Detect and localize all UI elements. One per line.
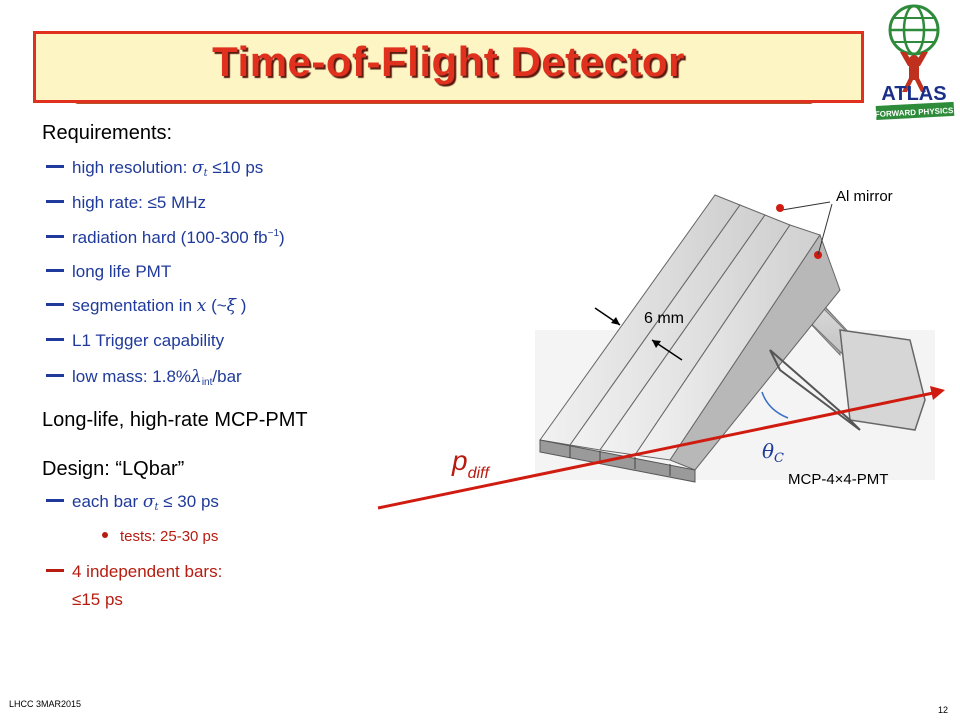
globe-icon (890, 6, 938, 54)
mcp-heading: Long-life, high-rate MCP-PMT (42, 409, 308, 431)
design-independent-bars-value: ≤15 ps (72, 590, 123, 609)
requirement-trigger: L1 Trigger capability (46, 331, 224, 351)
mcp-label: MCP-4×4-PMT (788, 471, 889, 488)
thickness-label: 6 mm (644, 310, 684, 327)
design-independent-bars: 4 independent bars: (46, 562, 222, 582)
page-number: 12 (938, 705, 949, 715)
lqbar-diagram (370, 170, 960, 530)
al-mirror-label: Al mirror (836, 188, 893, 205)
atlas-logo-text: ATLAS (881, 83, 947, 105)
slide-title: Time-of-Flight Detector (212, 38, 685, 85)
requirements-heading: Requirements: (42, 122, 173, 144)
atlas-forward-physics-logo (872, 0, 957, 120)
al-mirror-leader (782, 202, 830, 210)
design-tests-bullet: tests: 25-30 ps (102, 528, 218, 545)
forward-physics-banner: FORWARD PHYSICS (874, 105, 954, 120)
design-heading: Design: “LQbar” (42, 458, 185, 480)
requirement-segmentation: segmentation in x (~ξ ) (46, 296, 246, 316)
mirror-dot (776, 204, 784, 212)
proton-label: $p_{diff}$ (452, 445, 489, 482)
requirement-resolution: high resolution: $\sigma_t \le 10$ ps (46, 158, 263, 179)
theta-label: $\theta_C$ (762, 439, 784, 466)
requirement-rate: high rate: ≤5 MHz (46, 193, 206, 213)
requirement-radiation: radiation hard (100-300 $fb^{-1}$) (46, 228, 285, 248)
footer-event: LHCC 3MAR2015 (9, 699, 82, 709)
requirement-life: long life PMT (46, 262, 171, 282)
requirement-mass: low mass: $1.8\%\lambda_{int}$/bar (46, 367, 242, 388)
design-each-bar: each bar $\sigma_t \le 30$ ps (46, 492, 219, 513)
